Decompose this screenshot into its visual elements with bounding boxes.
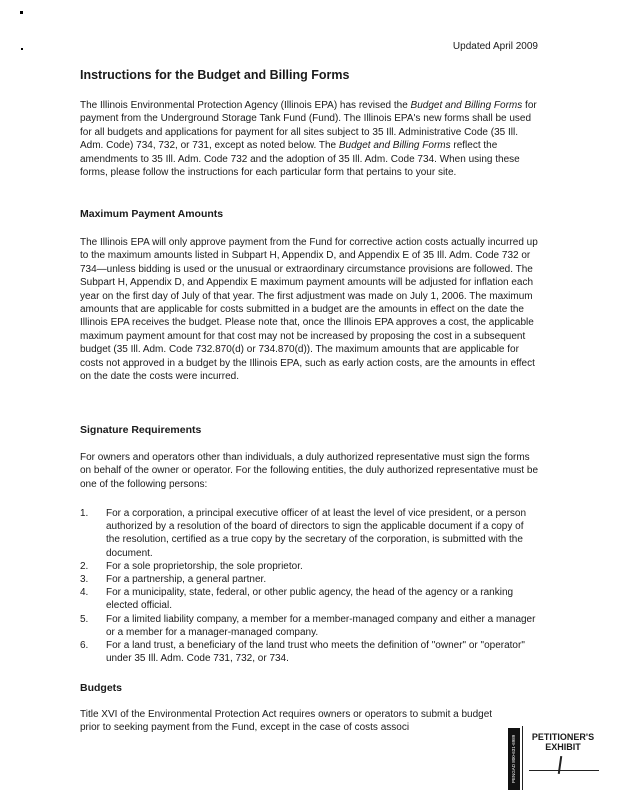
intro-paragraph [80, 99, 540, 179]
exhibit-sticker [508, 726, 604, 792]
intro-italic-forms: Budget and Billing Forms [410, 100, 523, 111]
intro-text-2: for payment from the Underground Storage Tank Fund (Fund). The Illinois EPA's new forms shall be used for all budgets and applications for payment for all sites subject to 35 Ill. Administrative Code (35 Ill. Adm. Code) 734, 732, or 731, except as noted below. The [80, 100, 537, 152]
list-text: For a limited liability company, a member for a member-managed company and either a manager or a member for a manager-managed company. [106, 613, 536, 638]
exhibit-signature-line [529, 770, 599, 771]
page-title: Instructions for the Budget and Billing Forms [80, 68, 350, 82]
budgets-heading: Budgets [80, 682, 122, 694]
scan-speck [21, 48, 23, 50]
list-text: For a partnership, a general partner. [106, 574, 267, 586]
intro-italic-forms-2: Budget and Billing Forms [338, 140, 451, 152]
list-text: For a sole proprietorship, the sole proprietor. [106, 560, 303, 572]
list-item [80, 507, 540, 560]
list-number: 4. [80, 587, 89, 599]
list-item [80, 560, 540, 573]
list-number: 1. [80, 508, 89, 519]
list-number: 5. [80, 613, 89, 625]
list-text: For a municipality, state, federal, or other public agency, the head of the agency or a ranking elected official. [106, 587, 514, 612]
list-text: For a corporation, a principal executive officer of at least the level of vice president, or a person authorized by a resolution of the board of directors to sign the applicable document if a copy of the resolution, certified as a true copy by the secretary of the corporation, is submitted with the document. [106, 508, 527, 559]
list-text: For a land trust, a beneficiary of the land trust who meets the definition of "owner" or "operator" under 35 Ill. Adm. Code 731, 732, or 734. [106, 640, 525, 665]
updated-date: Updated April 2009 [452, 41, 538, 52]
exhibit-handwritten-mark [558, 756, 562, 774]
intro-text-3: reflect the amendments to 35 Ill. Adm. Code 732 and the adoption of 35 Ill. Adm. Code 734. When using these forms, please follow the instructions for each particular form that pertains to your site. [80, 140, 520, 179]
list-item [80, 613, 540, 639]
exhibit-title: PETITIONER'S EXHIBIT [531, 732, 595, 752]
list-item [80, 639, 540, 665]
list-item [80, 586, 540, 612]
exhibit-side-label: PENGAD 800-631-6989 [508, 728, 520, 790]
list-number: 6. [80, 640, 89, 652]
list-number: 3. [80, 574, 89, 586]
intro-text-1: The Illinois Environmental Protection Agency (Illinois EPA) has revised the [80, 100, 411, 111]
exhibit-label-box [522, 726, 603, 790]
signature-heading: Signature Requirements [80, 424, 202, 436]
max-payment-paragraph: The Illinois EPA will only approve payment from the Fund for corrective action costs actually incurred up to the maximum amounts listed in Subpart H, Appendix D, and Appendix E of 35 Ill. Adm. Code 732 or 734—unless bidding is used or the unusual or extraordinary circumstance provisions are followed. The Subpart H, Appendix D, and Appendix E maximum payment amounts will be adjusted for inflation each year on the first day of July of that year. The first adjustment was made on July 1, 2006. The maximum amounts that are applicable for costs submitted in a budget are the amounts in effect on the date the Illinois EPA receives the budget. Please note that, once the Illinois EPA approves a cost, the applicable maximum payment amount for that cost may not be increased by proposing the cost in a subsequent budget (35 Ill. Adm. Code 732.870(d) or 734.870(d)). The maximum amounts that are applicable for costs not approved in a budget by the Illinois EPA, such as early action costs, are the amounts in effect on the date the costs were incurred. [80, 237, 538, 383]
signature-paragraph: For owners and operators other than individuals, a duly authorized representative must sign the forms on behalf of the owner or operator. For the following entities, the duly authorized representative must be one of the following persons: [80, 452, 539, 490]
scan-speck [20, 11, 23, 14]
list-number: 2. [80, 560, 89, 572]
authorized-persons-list [80, 507, 540, 665]
budgets-paragraph: Title XVI of the Environmental Protection Act requires owners or operators to submit a budget prior to seeking payment from the Fund, except in the case of costs associ [80, 709, 493, 734]
max-payment-heading: Maximum Payment Amounts [80, 208, 224, 220]
list-item [80, 573, 540, 586]
